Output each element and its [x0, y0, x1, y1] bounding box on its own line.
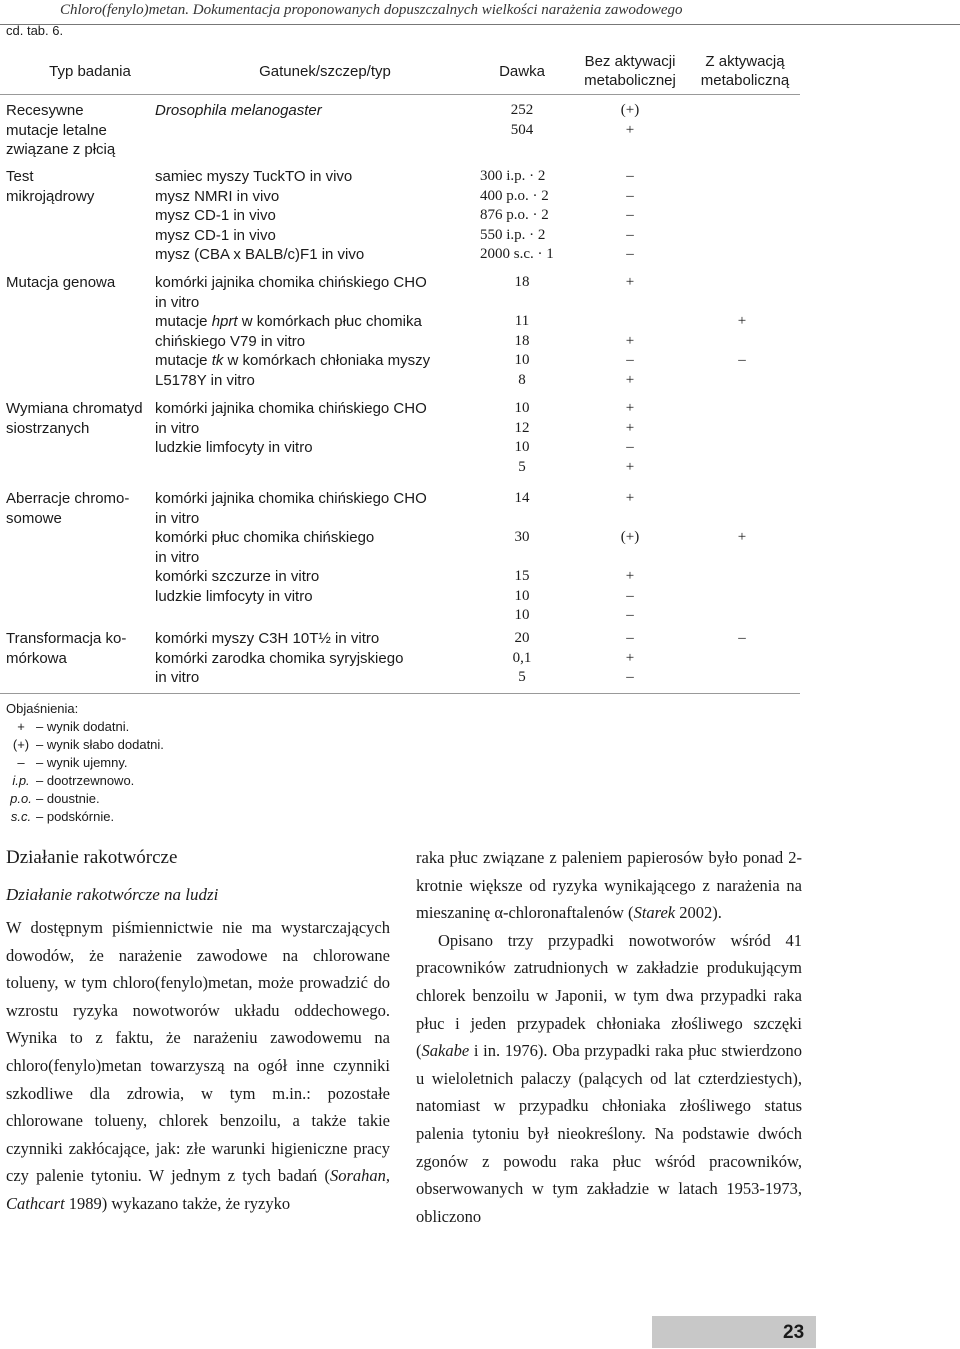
text-run: W dostępnym piśmiennictwie nie ma wystarczających dowodów, że narażenie zawodowe na chlorowane tolueny, w tym chloro(fenylo)metan, może prowadzić do wzrostu ryzyka nowotworów układu oddechowego. Wynika to z faktu, że narażeniu zawodowemu na chloro(fenylo)metan towarzyszą na ogół inne czynniki szkodliwe dla zdrowia, w tym m.in.: pozostałe chlorowane tolueny, chlorek benzoilu, a także takie czynniki zakłócające, jak: złe warunki higieniczne pracy czy palenie tytoniu. W jednym z tych badań ( [6, 918, 390, 1186]
cell-line: Test [6, 168, 34, 185]
row-result-gene-mutation [602, 273, 658, 390]
cell-line: 15 [514, 568, 530, 584]
cell-line: 14 [514, 490, 530, 506]
cell-line: 18 [514, 332, 530, 349]
right-column [416, 844, 802, 1230]
cell-line: 8 [518, 371, 526, 388]
cell-line: Mutacja genowa [6, 274, 116, 291]
cell-line: 10 [514, 587, 530, 604]
cell-line: 10 [514, 400, 530, 416]
cell-line: – [626, 669, 634, 685]
left-paragraph [6, 914, 390, 1218]
col-header-with-activation-line1: Z aktywacją [705, 53, 785, 70]
right-paragraph-2 [416, 927, 802, 1231]
text-run: 1989) wykazano także, że ryzyko [64, 1193, 291, 1213]
cell-line: – [626, 207, 634, 223]
row-result-aberrations [602, 489, 658, 626]
running-header: Chloro(fenylo)metan. Dokumentacja proponowanych dopuszczalnych wielkości narażenia zawodowego [60, 2, 683, 18]
cell-line: 20 [514, 630, 530, 646]
cell-line: + [625, 274, 635, 290]
cell-line: mysz (CBA x BALB/c)F1 in vivo [155, 246, 365, 263]
cell-line: (+) [620, 102, 640, 118]
cell-line: 400 p.o. · 2 [480, 187, 549, 204]
notes-title: Objaśnienia: [6, 701, 79, 716]
cell-line: in vitro [155, 669, 200, 686]
note-key: – [17, 755, 25, 770]
cell-line: in vitro [155, 509, 200, 527]
note-value: – doustnie. [36, 791, 100, 806]
table-header-rule [0, 94, 800, 95]
note-item [6, 718, 164, 736]
col-header-no-activation [570, 52, 690, 90]
cell-line [712, 293, 772, 313]
cell-line: 876 p.o. · 2 [480, 207, 549, 223]
note-value: – wynik dodatni. [36, 719, 130, 734]
cell-line: 504 [510, 121, 534, 138]
note-item [6, 790, 164, 808]
row-strain-gene-mutation [155, 273, 430, 390]
text-run: raka płuc związane z paleniem papierosów było ponad 2-krotnie większe od ryzyka wynikającego z narażenia na mieszaninę α-chloronaftalenów ( [416, 848, 802, 923]
cell-line: – [738, 352, 746, 368]
cell-line [602, 312, 658, 332]
cell-line: komórki płuc chomika chińskiego [155, 529, 375, 546]
cell-line: – [626, 607, 634, 623]
cell-line: (+) [620, 529, 640, 545]
row-strain-drosophila [155, 101, 322, 121]
note-item [6, 772, 164, 790]
cell-line [490, 548, 554, 568]
row-dose-aberrations [490, 489, 554, 626]
cell-line: – [626, 587, 634, 604]
note-value: – wynik ujemny. [36, 755, 128, 770]
page-number: 23 [783, 1322, 805, 1343]
col-header-dose: Dawka [499, 63, 545, 80]
cell-line [712, 509, 772, 529]
cell-line: 252 [510, 102, 534, 118]
cell-line: 2000 s.c. · 1 [480, 246, 554, 262]
cell-line: in vitro [155, 419, 200, 437]
row-result-transformation [602, 629, 658, 688]
cell-line: + [625, 400, 635, 416]
cell-line [602, 293, 658, 313]
cell-line: Transformacja ko- [6, 630, 127, 647]
cell-line: 30 [514, 529, 530, 545]
table-notes [6, 700, 164, 826]
col-header-strain: Gatunek/szczep/typ [259, 63, 391, 80]
note-value: – wynik słabo dodatni. [36, 737, 164, 752]
cell-line: 0,1 [512, 649, 532, 666]
cell-line [712, 332, 772, 352]
col-header-no-activation-line2: metabolicznej [584, 72, 676, 89]
cell-line: mysz CD-1 in vivo [155, 207, 276, 224]
row-type-micronucleus [6, 167, 146, 206]
cell-line: mikrojądrowy [6, 187, 95, 205]
cell-line: 5 [518, 458, 526, 475]
cell-line: – [626, 439, 634, 455]
cell-line: + [625, 121, 635, 138]
cell-line: 5 [518, 669, 526, 685]
row-type-transformation [6, 629, 146, 668]
cell-line: 11 [514, 313, 530, 329]
cell-line: – [738, 630, 746, 646]
note-item [6, 736, 164, 754]
cell-line: – [626, 226, 634, 243]
note-item [6, 808, 164, 826]
row-type-recessive [6, 101, 146, 160]
cell-line: 12 [514, 419, 530, 436]
text-run: 2002). [675, 903, 722, 923]
row-dose-micronucleus [480, 167, 554, 265]
row-result-activation-aberrations [712, 489, 772, 548]
cell-line [712, 273, 772, 293]
cell-line: chińskiego V79 in vitro [155, 332, 306, 350]
cell-line: komórki szczurze in vitro [155, 568, 320, 585]
cell-line: Drosophila melanogaster [155, 102, 322, 119]
cell-line [712, 489, 772, 509]
cell-line [490, 293, 554, 313]
cell-line: 550 i.p. · 2 [480, 226, 546, 243]
cell-line: in vitro [155, 293, 200, 311]
cell-line: 18 [514, 274, 530, 290]
cell-line: Recesywne [6, 102, 84, 119]
col-header-with-activation [690, 52, 800, 90]
citation: Sakabe [421, 1041, 470, 1061]
row-dose-transformation [490, 629, 554, 688]
table-continuation-label: cd. tab. 6. [6, 23, 64, 38]
note-key: + [17, 719, 25, 734]
cell-line: L5178Y in vitro [155, 371, 255, 389]
row-strain-aberrations [155, 489, 427, 606]
cell-line: samiec myszy TuckTO in vivo [155, 168, 353, 185]
col-header-type: Typ badania [49, 63, 131, 80]
cell-line: – [626, 168, 634, 184]
cell-line [490, 509, 554, 529]
cell-line: mutacje letalne [6, 121, 107, 139]
cell-line: komórki zarodka chomika syryjskiego [155, 649, 404, 667]
row-strain-sce [155, 399, 427, 458]
cell-line: związane z płcią [6, 141, 116, 158]
cell-line: + [625, 458, 635, 475]
cell-line: + [625, 568, 635, 584]
cell-line [602, 509, 658, 529]
note-key: p.o. [10, 791, 32, 806]
row-strain-transformation [155, 629, 403, 688]
row-result-sce [602, 399, 658, 477]
cell-line: + [625, 649, 635, 666]
left-column [6, 842, 390, 1218]
cell-line-hprt: mutacje hprt w komórkach płuc chomika [155, 313, 422, 330]
cell-line: ludzkie limfocyty in vitro [155, 587, 313, 605]
cell-line: mysz NMRI in vivo [155, 187, 280, 205]
cell-line: Wymiana chromatyd [6, 400, 143, 417]
row-dose-sce [490, 399, 554, 477]
row-type-aberrations [6, 489, 146, 528]
row-result-activation-gene-mutation [712, 273, 772, 371]
cell-line: komórki jajnika chomika chińskiego CHO [155, 490, 427, 507]
note-item [6, 754, 164, 772]
note-key: i.p. [12, 773, 30, 788]
cell-line [602, 548, 658, 568]
cell-line: komórki myszy C3H 10T½ in vitro [155, 630, 380, 647]
text-run: Opisano trzy przypadki nowotworów wśród 41 pracowników zatrudnionych w zakładzie produkującym chlorek benzoilu w Japonii, w tym dwa przypadki raka płuc i jeden przypadek chłoniaka złośliwego szczęki ( [416, 930, 802, 1061]
cell-line: in vitro [155, 548, 200, 566]
cell-line: 10 [514, 352, 530, 368]
col-header-with-activation-line2: metaboliczną [700, 72, 790, 89]
page-number-bar-end [816, 1316, 960, 1348]
note-value: – podskórnie. [36, 809, 115, 824]
citation: Sorahan, Cathcart [6, 1166, 390, 1213]
row-type-gene-mutation [6, 273, 146, 293]
row-strain-micronucleus [155, 167, 364, 265]
section-subheading: Działanie rakotwórcze na ludzi [6, 885, 219, 904]
cell-line: + [737, 313, 747, 329]
cell-line: somowe [6, 509, 62, 527]
cell-line: ludzkie limfocyty in vitro [155, 439, 313, 456]
row-result-drosophila [602, 101, 658, 140]
cell-line: siostrzanych [6, 419, 90, 437]
note-key: s.c. [10, 809, 32, 824]
cell-line-tk: mutacje tk w komórkach chłoniaka myszy [155, 352, 431, 369]
row-result-micronucleus [602, 167, 658, 265]
cell-line: Aberracje chromo- [6, 490, 130, 507]
cell-line: – [626, 352, 634, 368]
header-rule [0, 24, 960, 25]
right-paragraph-1 [416, 844, 802, 927]
cell-line: komórki jajnika chomika chińskiego CHO [155, 274, 427, 291]
cell-line: 10 [514, 607, 530, 623]
cell-line: – [626, 187, 634, 204]
cell-line: + [625, 332, 635, 349]
row-dose-gene-mutation [490, 273, 554, 390]
col-header-no-activation-line1: Bez aktywacji [584, 53, 676, 70]
citation: Starek [633, 903, 676, 923]
cell-line: komórki jajnika chomika chińskiego CHO [155, 400, 427, 417]
cell-line: + [625, 490, 635, 506]
section-heading: Działanie rakotwórcze [6, 847, 178, 868]
cell-line: 10 [514, 439, 530, 455]
cell-line: mysz CD-1 in vivo [155, 226, 276, 244]
note-value: – dootrzewnowo. [36, 773, 135, 788]
note-key: (+) [12, 737, 30, 752]
table-bottom-rule [0, 693, 800, 694]
text-run: i in. 1976). Oba przypadki raka płuc stwierdzono u wieloletnich palaczy (palących od lat czterdziestych), natomiast w przypadku chłoniaka złośliwego status palenia tytoniu był nieokreślony. Na podstawie dwóch zgonów z powodu raka płuc wśród pracowników, obserwowanych w tym zakładzie w latach 1953-1973, obliczono [416, 1041, 802, 1226]
cell-line: 300 i.p. · 2 [480, 168, 546, 184]
cell-line: + [625, 419, 635, 436]
cell-line: + [625, 371, 635, 388]
row-dose-drosophila [490, 101, 554, 140]
row-type-sce [6, 399, 146, 438]
cell-line: – [626, 630, 634, 646]
cell-line: + [737, 529, 747, 545]
cell-line: mórkowa [6, 649, 67, 667]
row-result-activation-transformation [712, 629, 772, 649]
cell-line: – [626, 246, 634, 262]
